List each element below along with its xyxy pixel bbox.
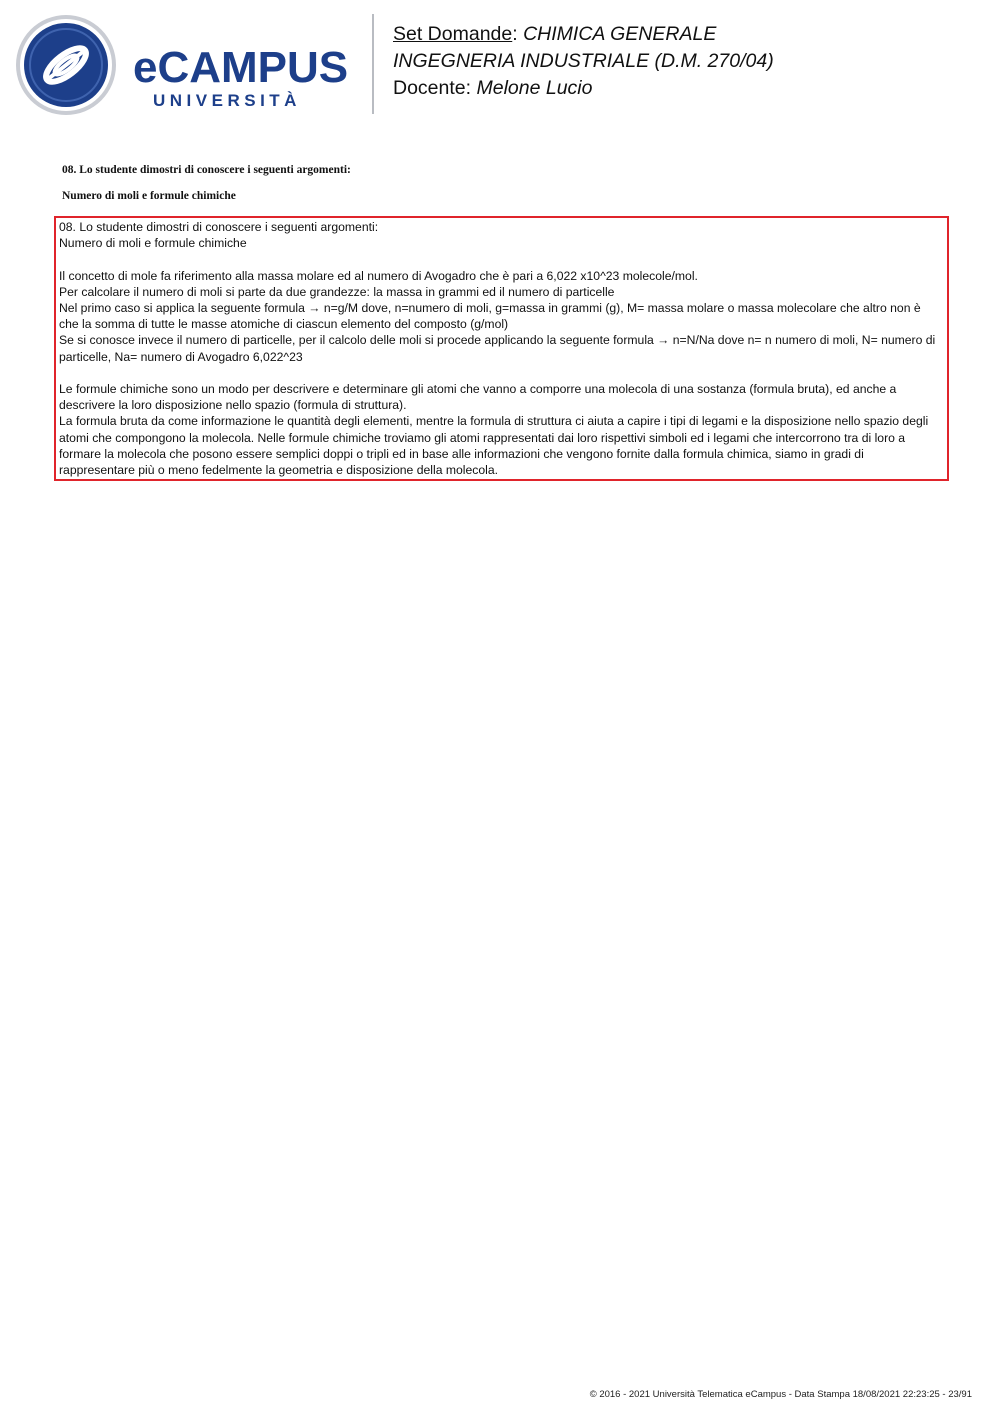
page-header — [0, 0, 1000, 130]
question-subtitle: Numero di moli e formule chimiche — [62, 190, 236, 202]
ecampus-emblem-icon — [15, 14, 117, 116]
teacher-label: Docente: — [393, 77, 472, 99]
answer-box — [54, 216, 949, 481]
answer-paragraph-4: Se si conosce invece il numero di particelle, per il calcolo delle moli si procede applicando la seguente formula → n=N/Na dove n= n numero di moli, N= numero di particelle, Na= numero di Avogadro 6,022^23 — [59, 333, 936, 364]
question-title: 08. Lo studente dimostri di conoscere i seguenti argomenti: — [62, 164, 351, 176]
page-footer: © 2016 - 2021 Università Telematica eCampus - Data Stampa 18/08/2021 22:23:25 - 23/91 — [589, 1389, 972, 1400]
header-info — [393, 21, 774, 102]
ecampus-wordmark — [133, 40, 355, 112]
set-label: Set Domande — [393, 23, 513, 45]
set-separator: : — [512, 23, 518, 45]
course-name: CHIMICA GENERALE — [523, 23, 717, 45]
svg-text:UNIVERSITÀ: UNIVERSITÀ — [153, 91, 301, 110]
answer-line-2: Numero di moli e formule chimiche — [59, 236, 247, 251]
answer-paragraph-6: La formula bruta da come informazione le quantità degli elementi, mentre la formula di struttura ci aiuta a capire i tipi di legami e la disposizione nello spazio degli atomi che compongono la molecola. Nelle formule chimiche troviamo gli atomi rappresentati dai loro rispettivi simboli ed i legami che intercorrono tra di loro a formare la molecola che posono essere semplici doppi o tripli ed in base alle informazioni che vengono fornite dalla formula chimica, siamo in gradi di rappresentare più o meno fedelmente la geometria e disposizione della molecola. — [59, 414, 929, 478]
answer-paragraph-2: Per calcolare il numero di moli si parte da due grandezze: la massa in grammi ed il numero di particelle — [59, 284, 615, 299]
teacher-name: Melone Lucio — [476, 77, 593, 99]
answer-paragraph-1: Il concetto di mole fa riferimento alla massa molare ed al numero di Avogadro che è pari a 6,022 x10^23 molecole/mol. — [59, 268, 698, 283]
answer-line-1: 08. Lo studente dimostri di conoscere i seguenti argomenti: — [59, 220, 379, 234]
answer-paragraph-3: Nel primo caso si applica la seguente formula → n=g/M dove, n=numero di moli, g=massa in grammi (g), M= massa molare o massa molecolare che altro non è che la somma di tutte le masse atomiche di ciascun elemento del composto (g/mol) — [59, 301, 921, 332]
teacher-line — [393, 75, 774, 102]
set-line — [393, 21, 774, 48]
answer-paragraph-5: Le formule chimiche sono un modo per descrivere e determinare gli atomi che vanno a comporre una molecola di una sostanza (formula bruta), ed anche a descrivere la loro disposizione nello spazio (formula di struttura). — [59, 382, 897, 413]
svg-text:eCAMPUS: eCAMPUS — [133, 43, 349, 92]
header-divider — [372, 14, 374, 114]
program-name: INGEGNERIA INDUSTRIALE (D.M. 270/04) — [393, 50, 774, 72]
